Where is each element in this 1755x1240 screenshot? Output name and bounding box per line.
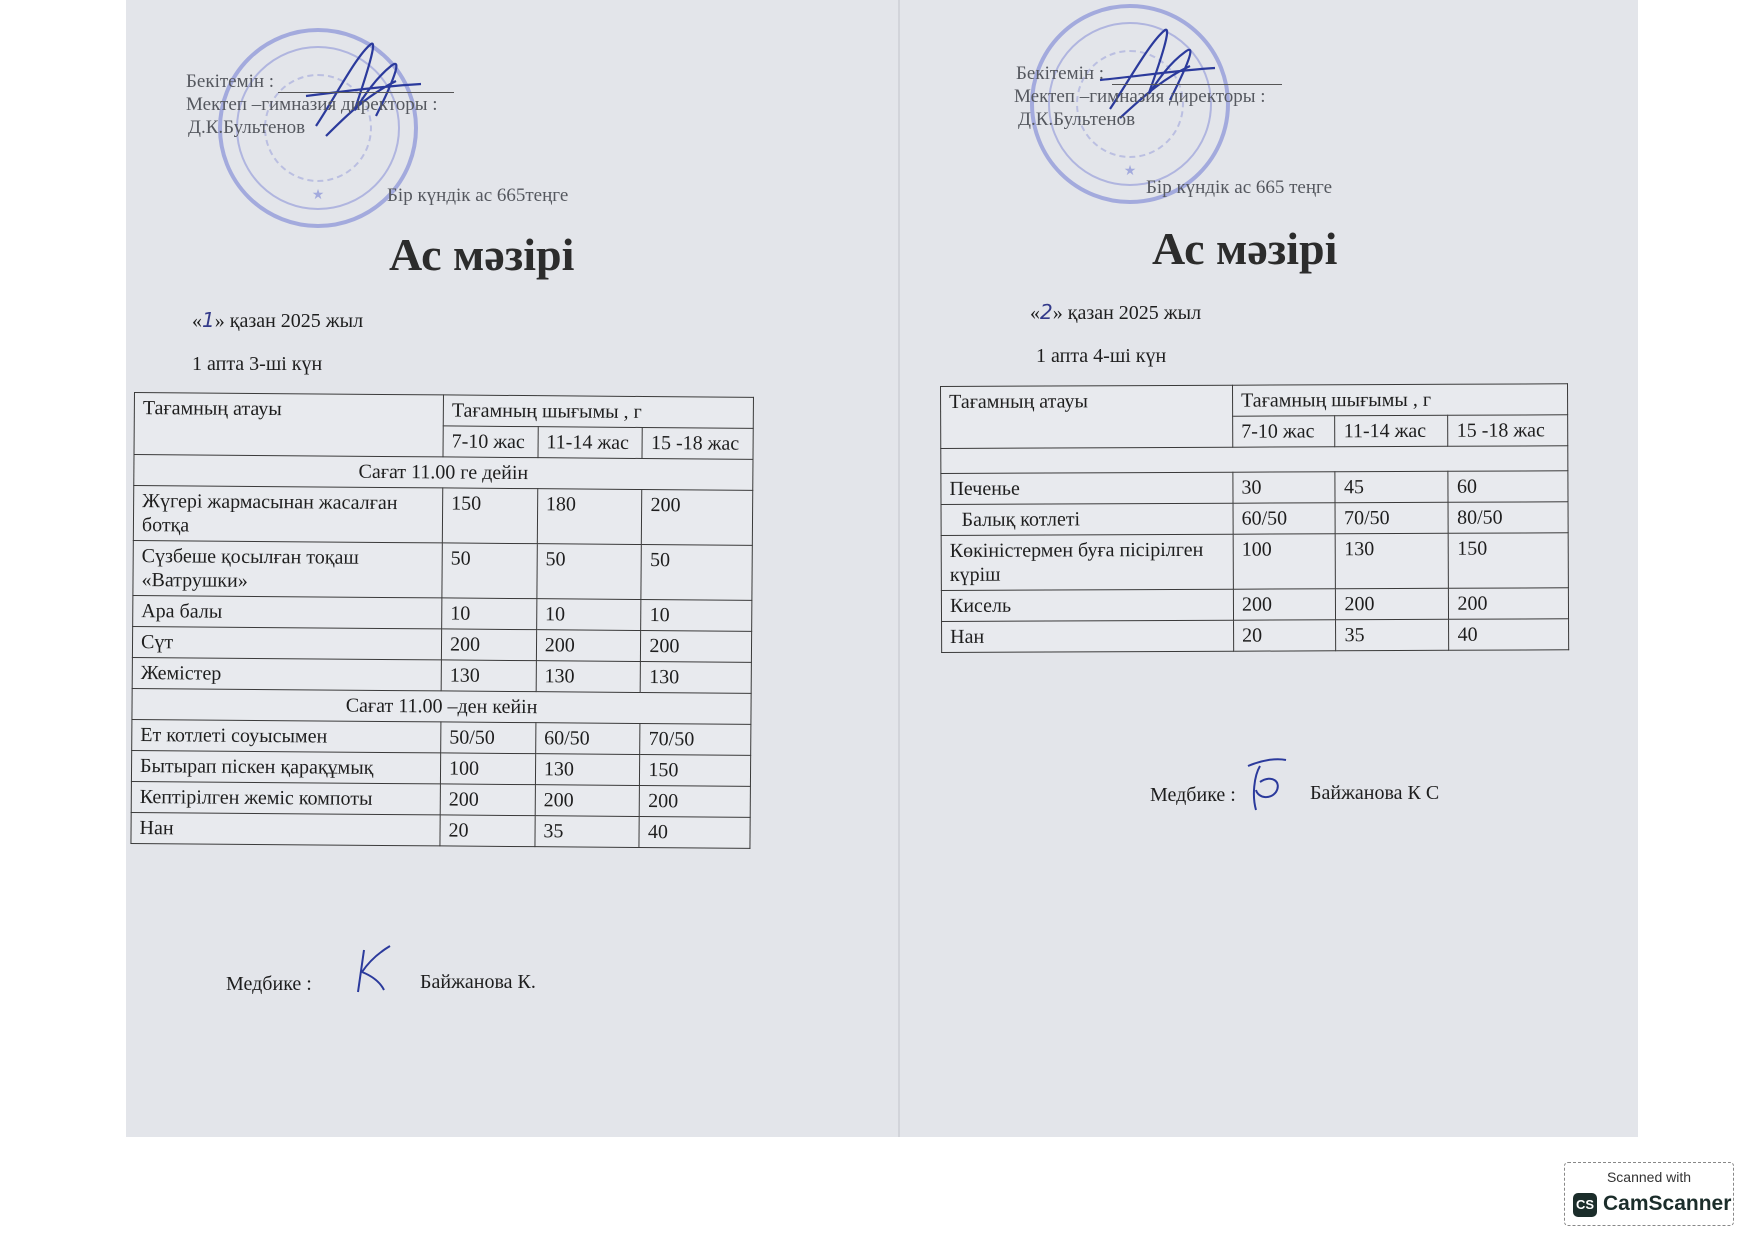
portion: 50 <box>442 543 537 599</box>
portion: 150 <box>1449 533 1569 589</box>
table-row <box>132 626 751 662</box>
portion: 200 <box>1449 588 1569 620</box>
handwritten-day: 2 <box>1040 300 1053 324</box>
header-output: Тағамның шығымы , г <box>1232 384 1567 416</box>
header-age: 11-14 жас <box>1335 415 1448 446</box>
camscanner-logo-icon: CS <box>1573 1193 1597 1217</box>
dish-name: Нан <box>131 812 440 845</box>
table-row <box>131 750 750 786</box>
dish-name: Кептірілген жеміс компоты <box>131 781 440 814</box>
section-after-11: Сағат 11.00 –ден кейін <box>132 688 751 724</box>
director-signature <box>296 36 426 146</box>
scanned-document <box>126 0 1638 1137</box>
menu-table <box>130 392 754 849</box>
portion: 200 <box>1233 589 1336 620</box>
menu-date: «2» қазан 2025 жыл <box>1030 300 1202 324</box>
portion: 200 <box>642 489 753 545</box>
director-name: Д.К.Бультенов <box>1018 109 1136 130</box>
menu-title: Ас мәзірі <box>1152 223 1338 274</box>
portion: 60 <box>1448 471 1568 503</box>
menu-date: «1» қазан 2025 жыл <box>192 308 364 332</box>
table-row <box>133 595 752 631</box>
header-age: 7-10 жас <box>443 426 538 458</box>
portion: 50 <box>641 544 752 600</box>
portion: 200 <box>536 630 641 662</box>
portion: 50 <box>537 544 642 600</box>
portion: 60/50 <box>1233 503 1336 534</box>
dish-name: Ет котлеті соуысымен <box>132 719 441 752</box>
table-row <box>941 502 1568 536</box>
dish-name: Кисель <box>941 589 1233 621</box>
portion: 200 <box>641 630 752 662</box>
header-age: 15 -18 жас <box>1448 415 1568 447</box>
portion: 35 <box>1336 619 1449 650</box>
approval-label: Бекітемін : <box>186 71 275 92</box>
director-title: Мектеп –гимназия директоры : <box>1014 86 1266 107</box>
week-day: 1 апта 3-ші күн <box>192 353 323 375</box>
portion: 70/50 <box>640 723 751 755</box>
header-output: Тағамның шығымы , г <box>443 395 753 428</box>
portion: 130 <box>1336 533 1449 588</box>
header-dish-name: Тағамның атауы <box>941 385 1233 448</box>
approval-label: Бекітемін : <box>1016 63 1105 84</box>
dish-name: Сүт <box>132 626 441 659</box>
portion: 100 <box>1233 534 1336 589</box>
week-day: 1 апта 4-ші күн <box>1036 345 1167 367</box>
menu-page-day-1 <box>126 0 898 1137</box>
empty-section-row <box>941 446 1568 474</box>
daily-price: Бір күндік ас 665теңге <box>387 185 569 206</box>
table-row <box>942 619 1569 653</box>
nurse-signature <box>1242 756 1292 814</box>
daily-price: Бір күндік ас 665 теңге <box>1146 177 1333 198</box>
table-row <box>131 812 750 848</box>
portion: 10 <box>536 599 641 631</box>
portion: 70/50 <box>1335 502 1448 533</box>
dish-name: Нан <box>942 620 1234 652</box>
menu-page-day-2 <box>900 0 1638 1137</box>
portion: 35 <box>535 816 640 848</box>
dish-name: Жүгері жармасынан жасалған ботқа <box>133 486 442 543</box>
portion: 10 <box>442 598 537 630</box>
watermark-brand: CamScanner <box>1603 1192 1732 1215</box>
dish-name: Балық котлеті <box>941 503 1233 535</box>
nurse-name: Байжанова К С <box>1310 782 1440 804</box>
portion: 20 <box>1234 620 1337 651</box>
camscanner-watermark <box>1564 1162 1734 1226</box>
director-title: Мектеп –гимназия директоры : <box>186 94 438 115</box>
dish-name: Жемістер <box>132 657 441 690</box>
portion: 150 <box>442 488 537 544</box>
header-age: 7-10 жас <box>1233 416 1336 447</box>
nurse-label: Медбике : <box>226 973 312 995</box>
table-row <box>941 588 1568 622</box>
table-row <box>133 540 752 600</box>
portion: 20 <box>440 815 535 847</box>
nurse-signature <box>350 942 396 998</box>
school-stamp: ★ <box>218 28 418 228</box>
portion: 40 <box>639 816 750 848</box>
portion: 200 <box>1336 588 1449 619</box>
portion: 200 <box>441 629 536 661</box>
portion: 150 <box>640 754 751 786</box>
table-row <box>131 781 750 817</box>
director-name: Д.К.Бультенов <box>188 117 306 138</box>
menu-table <box>940 383 1569 653</box>
dish-name: Сүзбеше қосылған тоқаш «Ватрушки» <box>133 540 442 597</box>
table-row <box>133 486 752 546</box>
header-age: 15 -18 жас <box>642 427 753 459</box>
watermark-caption: Scanned with <box>1606 1169 1692 1185</box>
dish-name: Ара балы <box>133 595 442 628</box>
portion: 130 <box>441 660 536 692</box>
table-row <box>132 719 751 755</box>
portion: 60/50 <box>536 723 641 755</box>
portion: 50/50 <box>441 722 536 754</box>
school-stamp: ★ <box>1030 4 1230 204</box>
portion: 130 <box>536 661 641 693</box>
header-age: 11-14 жас <box>538 427 643 459</box>
dish-name: Печенье <box>941 472 1233 504</box>
table-row <box>941 533 1568 591</box>
portion: 130 <box>641 661 752 693</box>
portion: 100 <box>440 753 535 785</box>
portion: 200 <box>640 785 751 817</box>
portion: 45 <box>1335 471 1448 502</box>
portion: 30 <box>1233 472 1336 503</box>
portion: 200 <box>535 785 640 817</box>
menu-title: Ас мәзірі <box>389 229 575 280</box>
section-before-11: Сағат 11.00 ге дейін <box>134 455 753 491</box>
table-row <box>941 471 1568 505</box>
nurse-label: Медбике : <box>1150 784 1236 806</box>
header-dish-name: Тағамның атауы <box>134 393 443 457</box>
dish-name: Көкіністермен буға пісірілген күріш <box>941 534 1233 590</box>
portion: 180 <box>537 489 642 545</box>
portion: 80/50 <box>1448 502 1568 534</box>
table-row <box>132 657 751 693</box>
dish-name: Бытырап піскен қарақұмық <box>131 750 440 783</box>
nurse-name: Байжанова К. <box>420 971 536 993</box>
portion: 10 <box>641 599 752 631</box>
portion: 40 <box>1449 619 1569 651</box>
portion: 200 <box>440 784 535 816</box>
portion: 130 <box>535 754 640 786</box>
handwritten-day: 1 <box>202 308 215 332</box>
